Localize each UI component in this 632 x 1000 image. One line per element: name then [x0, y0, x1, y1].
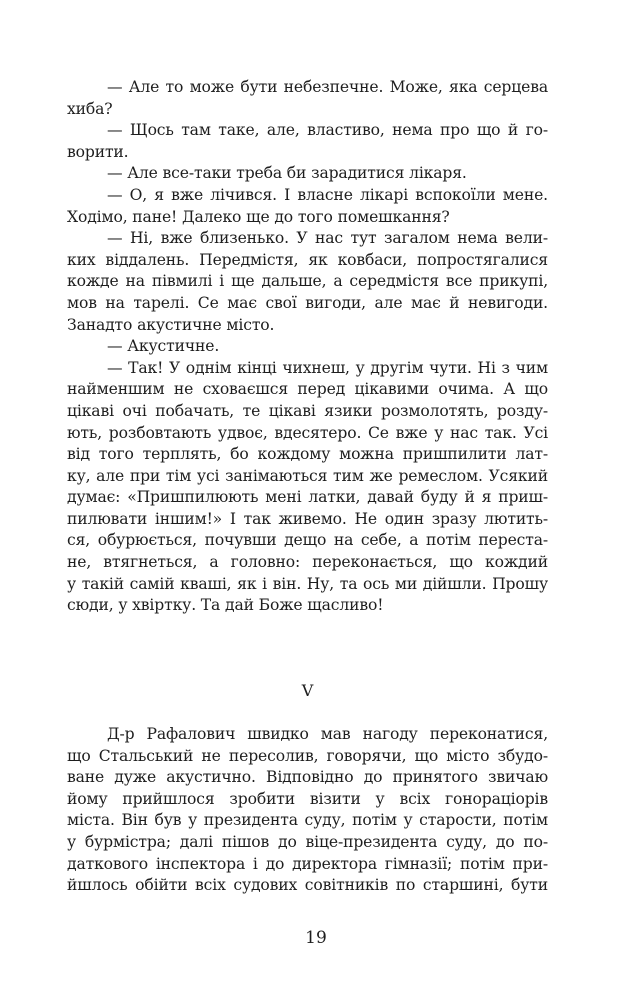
text-line: мов на тарелі. Се має свої вигоди, але має й невигоди.: [67, 293, 548, 312]
text-line: даткового інспектора і до директора гімназії; потім при-: [67, 854, 548, 873]
text-line: — Акустичне.: [107, 337, 220, 356]
text-line: думає: «Пришпилюють мені латки, давай буду й я приш-: [67, 488, 548, 507]
text-line: йшлось обійти всіх судових совітників по старшині, бути: [67, 876, 548, 895]
text-line: — О, я вже лічився. І власне лікарі вспокоїли мене.: [107, 185, 548, 204]
text-line: цікаві очі побачать, те цікаві язики розмолотять, розду-: [67, 401, 548, 420]
text-block-chapter-v: [67, 724, 548, 897]
text-line: сюди, у хвіртку. Та дай Боже щасливо!: [67, 596, 384, 615]
text-line: — Але то може бути небезпечне. Може, яка серцева: [107, 78, 548, 96]
text-line: ють, розбовтають удвоє, вдесятеро. Се вже у нас так. Усі: [67, 423, 548, 442]
text-line: — Але все-таки треба би зарадитися лікаря.: [107, 164, 467, 183]
text-line: ких віддалень. Передмістя, як ковбаси, попростягалися: [67, 250, 548, 269]
page-number: 19: [305, 928, 327, 948]
text-line: пилювати іншим!» І так живемо. Не один зразу лютить-: [67, 509, 548, 528]
text-line: ване дуже акустично. Відповідно до принятого звичаю: [67, 768, 548, 787]
text-line: йому прийшлося зробити візити у всіх гонораціорів: [67, 789, 548, 808]
text-line: від того терплять, бо кождому можна пришпилити лат-: [67, 445, 548, 464]
chapter-heading: V: [301, 681, 314, 700]
text-line: хиба?: [67, 99, 113, 118]
text-line: — Щось там таке, але, властиво, нема про що й го-: [107, 121, 548, 140]
text-line: не, втягнеться, а головно: переконається, що кождий: [67, 553, 548, 572]
text-line: — Ні, вже близенько. У нас тут загалом нема вели-: [107, 229, 548, 248]
text-line: найменшим не сховаєшся перед цікавими очима. А що: [67, 380, 548, 399]
text-line: Ходімо, пане! Далеко ще до того помешкання?: [67, 207, 450, 226]
text-line: Д-р Рафалович швидко мав нагоду переконатися,: [107, 725, 548, 743]
text-block-dialogue: [67, 77, 548, 617]
text-line: що Стальський не пересолив, говорячи, що місто збудо-: [67, 746, 548, 765]
text-line: міста. Він був у президента суду, потім у старости, потім: [67, 811, 548, 830]
text-line: ку, але при тім усі занімаються тим же ремеслом. Усякий: [67, 466, 548, 485]
text-line: ворити.: [67, 142, 129, 161]
text-line: Занадто акустичне місто.: [67, 315, 275, 334]
text-line: ся, обурюється, почувши дещо на себе, а потім переста-: [67, 531, 548, 550]
text-line: кожде на півмилі і ще дальше, а середмістя все прикупі,: [67, 272, 548, 291]
text-line: — Так! У однім кінці чихнеш, у другім чути. Ні з чим: [107, 358, 548, 377]
text-line: у такій самій кваші, як і він. Ну, та ось ми дійшли. Прошу: [67, 574, 548, 593]
text-line: у бурмістра; далі пішов до віце-президента суду, до по-: [67, 832, 548, 851]
